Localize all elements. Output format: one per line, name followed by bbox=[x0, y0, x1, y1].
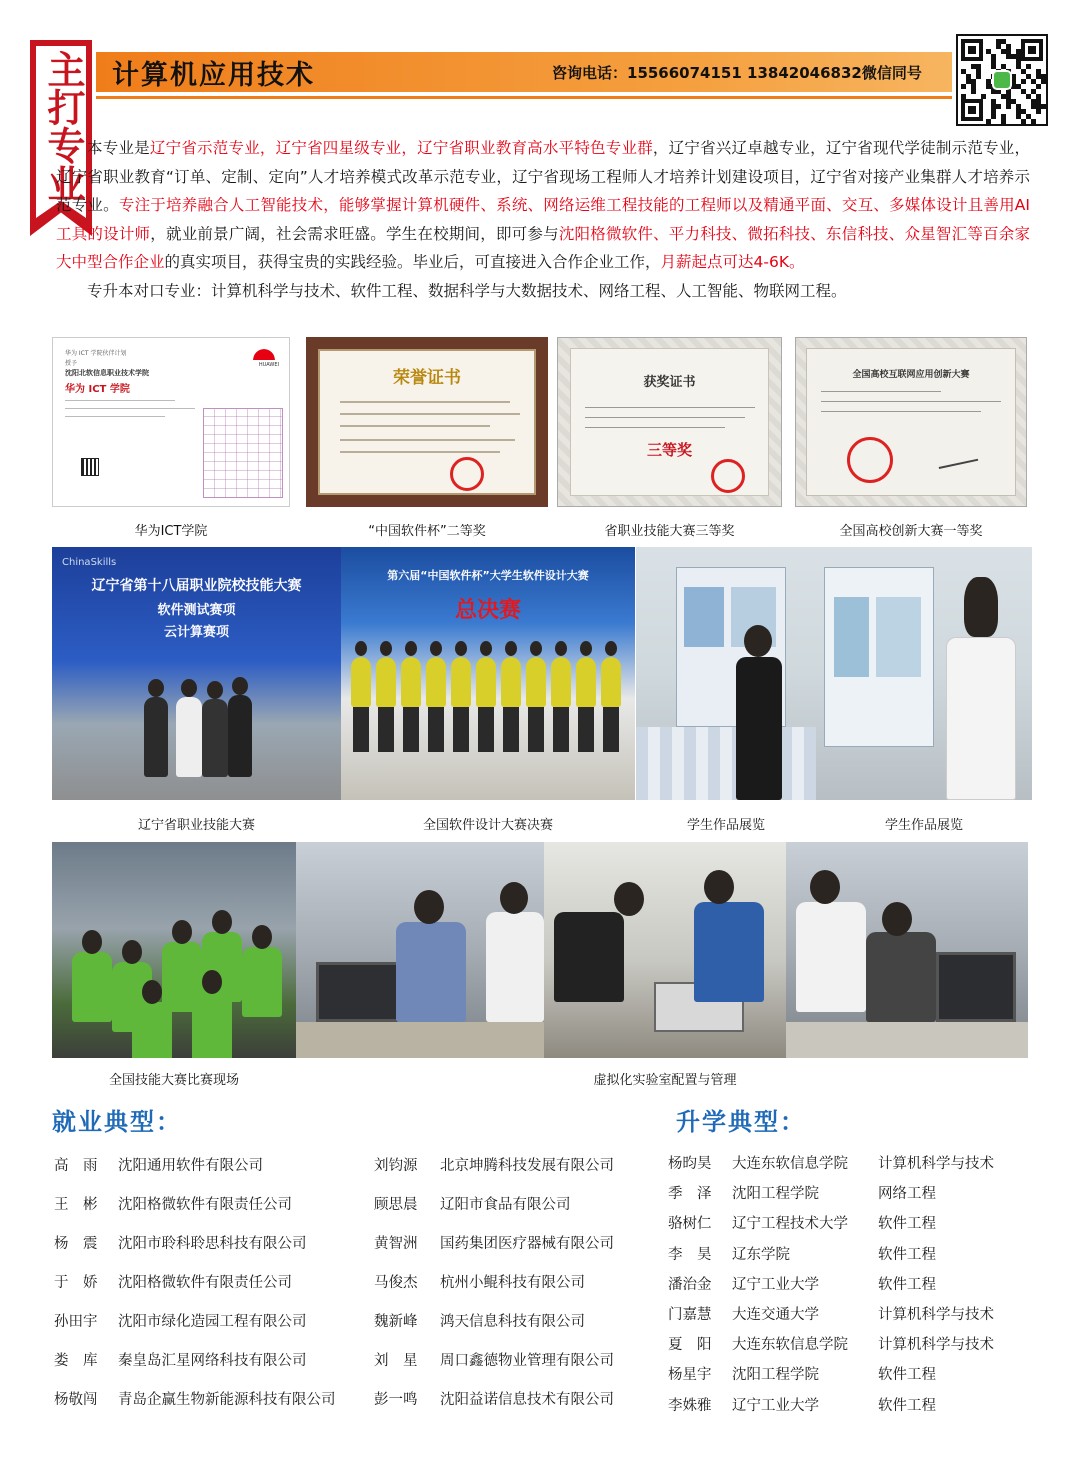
signature-icon bbox=[936, 445, 978, 469]
employer-name: 沈阳格微软件有限责任公司 bbox=[118, 1197, 292, 1213]
head-icon bbox=[614, 882, 644, 916]
qr-module-icon bbox=[1036, 109, 1041, 114]
employer-name: 秦皇岛汇星网络科技有限公司 bbox=[118, 1353, 307, 1369]
poster-panel-icon bbox=[876, 597, 921, 677]
person-legs-icon bbox=[378, 707, 394, 752]
head-icon bbox=[405, 641, 417, 656]
cert-line-icon bbox=[585, 407, 755, 408]
qr-module-icon bbox=[996, 104, 1001, 109]
school-name: 大连东软信息学院 bbox=[732, 1337, 848, 1354]
employee-name: 杨 震 bbox=[54, 1236, 98, 1252]
red-seal-icon bbox=[847, 437, 893, 483]
employer-name: 鸿天信息科技有限公司 bbox=[440, 1314, 585, 1330]
major-name: 软件工程 bbox=[878, 1246, 936, 1263]
qr-module-icon bbox=[986, 119, 991, 124]
head-icon bbox=[455, 641, 467, 656]
student-name: 李姝雅 bbox=[668, 1397, 712, 1414]
photo-national-contest bbox=[52, 842, 296, 1058]
person-legs-icon bbox=[428, 707, 444, 752]
student-name: 骆树仁 bbox=[668, 1216, 712, 1233]
caption: 辽宁省职业技能大赛 bbox=[137, 818, 255, 833]
person-icon bbox=[144, 697, 168, 777]
cert-title: 获奖证书 bbox=[643, 375, 696, 390]
qr-module-icon bbox=[961, 84, 966, 89]
person-icon bbox=[796, 902, 866, 1012]
person-icon bbox=[601, 657, 621, 707]
employer-name: 沈阳市绿化造园工程有限公司 bbox=[118, 1314, 307, 1330]
head-icon bbox=[142, 980, 162, 1004]
employer-name: 杭州小鲲科技有限公司 bbox=[440, 1275, 585, 1291]
person-icon bbox=[554, 912, 624, 1002]
head-icon bbox=[355, 641, 367, 656]
qr-module-icon bbox=[1006, 104, 1011, 109]
major-name: 网络工程 bbox=[878, 1186, 936, 1203]
person-icon bbox=[501, 657, 521, 707]
cert-inner bbox=[318, 349, 536, 495]
cert-line-icon bbox=[340, 413, 520, 415]
employee-name: 黄智洲 bbox=[374, 1236, 418, 1252]
qr-module-icon bbox=[1026, 64, 1031, 69]
qr-module-icon bbox=[976, 74, 981, 79]
student-name: 李 昊 bbox=[668, 1246, 712, 1263]
employer-name: 沈阳市聆科聆思科技有限公司 bbox=[118, 1236, 307, 1252]
cert-title: 全国高校互联网应用创新大赛 bbox=[852, 370, 970, 380]
major-name: 软件工程 bbox=[878, 1216, 936, 1233]
head-icon bbox=[744, 625, 772, 657]
qr-module-icon bbox=[971, 89, 976, 94]
qr-code bbox=[956, 34, 1048, 126]
caption: 全国高校创新大赛一等奖 bbox=[839, 524, 983, 539]
cert-line: 华为 ICT 学院伙伴计划 bbox=[65, 350, 127, 357]
employee-name: 魏新峰 bbox=[374, 1314, 418, 1330]
intro-highlight: 沈阳格微软件、平力科技、微拓科技、东信科技、众星智汇等百余家大中型合作企业 bbox=[56, 224, 1030, 271]
person-legs-icon bbox=[528, 707, 544, 752]
student-name: 杨星宇 bbox=[668, 1367, 712, 1384]
person-legs-icon bbox=[503, 707, 519, 752]
qr-module-icon bbox=[1021, 79, 1026, 84]
photo-student-exhibit-2 bbox=[816, 547, 1032, 800]
banner-line-3: 云计算赛项 bbox=[163, 625, 229, 640]
head-icon bbox=[202, 970, 222, 994]
student-name: 潘治金 bbox=[668, 1276, 712, 1293]
caption: 全国技能大赛比赛现场 bbox=[108, 1073, 239, 1088]
head-icon bbox=[172, 920, 192, 944]
person-icon bbox=[192, 992, 232, 1058]
school-name: 沈阳工程学院 bbox=[732, 1186, 819, 1203]
banner-line-1: 辽宁省第十八届职业院校技能大赛 bbox=[91, 578, 302, 594]
person-legs-icon bbox=[553, 707, 569, 752]
qr-module-icon bbox=[1036, 84, 1041, 89]
poster-panel-icon bbox=[684, 587, 724, 647]
qr-module-icon bbox=[1001, 119, 1006, 124]
school-name: 辽宁工业大学 bbox=[732, 1397, 819, 1414]
intro-highlight: 月薪起点可达4-6K。 bbox=[660, 253, 805, 271]
employee-name: 刘 星 bbox=[374, 1353, 418, 1369]
wechat-logo-icon bbox=[992, 70, 1012, 90]
caption: 华为ICT学院 bbox=[134, 524, 208, 539]
school-name: 沈阳工程学院 bbox=[732, 1367, 819, 1384]
banner-line-2: 软件测试赛项 bbox=[157, 603, 236, 618]
person-icon bbox=[551, 657, 571, 707]
employer-name: 沈阳格微软件有限责任公司 bbox=[118, 1275, 292, 1291]
major-name: 软件工程 bbox=[878, 1276, 936, 1293]
person-legs-icon bbox=[403, 707, 419, 752]
employer-name: 北京坤腾科技发展有限公司 bbox=[440, 1158, 614, 1174]
cert-line-icon bbox=[65, 408, 195, 409]
cert-line-icon bbox=[585, 427, 725, 428]
intro-text-segment: 本专业是 bbox=[87, 139, 150, 157]
intro-text-segment: ，辽宁省兴辽卓越专业，辽宁省现代学徒制示范专业，辽宁省职业教育“订单、定制、定向”人才培养模式改革示范专业，辽宁省现场工程师人才培养计划建设项目，辽宁省对接产业集群人才培养示范专业。 bbox=[56, 139, 1030, 214]
school-name: 辽东学院 bbox=[732, 1246, 790, 1263]
employee-name: 杨敬闯 bbox=[54, 1392, 98, 1408]
employer-name: 青岛企赢生物新能源科技有限公司 bbox=[118, 1392, 336, 1408]
contact-phone: 咨询电话：15566074151 13842046832微信同号 bbox=[552, 64, 922, 82]
caption: 学生作品展览 bbox=[884, 818, 963, 833]
person-icon bbox=[351, 657, 371, 707]
huawei-brand: HUAWEI bbox=[258, 362, 279, 368]
head-icon bbox=[148, 679, 164, 697]
person-icon bbox=[576, 657, 596, 707]
cert-line: 沈阳北软信息职业技术学院 bbox=[65, 369, 149, 377]
red-seal-icon bbox=[450, 457, 484, 491]
huawei-logo-icon bbox=[253, 346, 275, 360]
head-icon bbox=[480, 641, 492, 656]
person-icon bbox=[228, 695, 252, 777]
person-legs-icon bbox=[578, 707, 594, 752]
monitor-icon bbox=[316, 962, 406, 1022]
photo-software-cup-final bbox=[341, 547, 635, 800]
employee-name: 顾思晨 bbox=[374, 1197, 418, 1213]
employer-name: 沈阳益诺信息技术有限公司 bbox=[440, 1392, 614, 1408]
cert-software-cup-image bbox=[306, 337, 548, 507]
cert-line-icon bbox=[65, 416, 165, 417]
qr-finder-icon bbox=[961, 99, 983, 121]
building-sketch-icon bbox=[203, 408, 283, 498]
employer-name: 辽阳市食品有限公司 bbox=[440, 1197, 571, 1213]
ribbon-badge-text: 主打专业 bbox=[41, 50, 86, 202]
head-icon bbox=[232, 677, 248, 695]
intro-paragraph-1 bbox=[56, 134, 1030, 277]
intro-highlight: 辽宁省示范专业，辽宁省四星级专业，辽宁省职业教育高水平特色专业群 bbox=[149, 139, 653, 157]
caption: “中国软件杯”二等奖 bbox=[368, 524, 486, 539]
desk-icon bbox=[786, 1022, 1028, 1058]
qr-finder-icon bbox=[961, 39, 983, 61]
person-icon bbox=[694, 902, 764, 1002]
cert-line-icon bbox=[340, 439, 515, 441]
red-seal-icon bbox=[711, 459, 745, 493]
head-icon bbox=[252, 925, 272, 949]
further-study-title: 升学典型： bbox=[676, 1108, 806, 1136]
cert-line-icon bbox=[585, 417, 745, 418]
employee-name: 高 雨 bbox=[54, 1158, 98, 1174]
head-icon bbox=[704, 870, 734, 904]
student-name: 杨昀昊 bbox=[668, 1156, 712, 1172]
head-icon bbox=[82, 930, 102, 954]
head-icon bbox=[212, 910, 232, 934]
banner-line-1: 第六届“中国软件杯”大学生软件设计大赛 bbox=[387, 569, 589, 582]
student-name: 门嘉慧 bbox=[668, 1307, 712, 1323]
qr-module-icon bbox=[1041, 104, 1046, 109]
intro-text-segment: 的真实项目，获得宝贵的实践经验。毕业后，可直接进入合作企业工作， bbox=[164, 253, 661, 271]
person-icon bbox=[176, 697, 202, 777]
cert-national-image bbox=[795, 337, 1027, 507]
head-icon bbox=[530, 641, 542, 656]
cert-inner bbox=[806, 348, 1016, 496]
person-legs-icon bbox=[453, 707, 469, 752]
employee-name: 马俊杰 bbox=[374, 1275, 418, 1291]
qr-module-icon bbox=[1041, 79, 1046, 84]
head-icon bbox=[605, 641, 617, 656]
major-name: 计算机科学与技术 bbox=[878, 1337, 994, 1354]
head-icon bbox=[882, 902, 912, 936]
intro-paragraph-2: 专升本对口专业：计算机科学与技术、软件工程、数据科学与大数据技术、网络工程、人工智能、物联网工程。 bbox=[87, 281, 847, 300]
person-icon bbox=[426, 657, 446, 707]
cert-line: 授予 bbox=[65, 360, 78, 367]
person-icon bbox=[526, 657, 546, 707]
qr-small-icon bbox=[81, 458, 99, 476]
person-icon bbox=[451, 657, 471, 707]
head-icon bbox=[122, 940, 142, 964]
monitor-icon bbox=[936, 952, 1016, 1022]
photo-lab-3 bbox=[786, 842, 1028, 1058]
head-icon bbox=[181, 679, 197, 697]
caption: 全国软件设计大赛决赛 bbox=[422, 818, 553, 833]
major-name: 计算机科学与技术 bbox=[878, 1307, 994, 1323]
person-icon bbox=[376, 657, 396, 707]
intro-text-segment: ，就业前景广阔，社会需求旺盛。学生在校期间，即可参与 bbox=[150, 224, 559, 243]
major-name: 软件工程 bbox=[878, 1397, 936, 1414]
employment-title: 就业典型： bbox=[52, 1108, 182, 1136]
photo-student-exhibit-1 bbox=[636, 547, 816, 800]
chinaskills-logo: ChinaSkills bbox=[62, 557, 117, 568]
cert-line-icon bbox=[340, 425, 490, 427]
major-name: 软件工程 bbox=[878, 1367, 936, 1384]
head-icon bbox=[810, 870, 840, 904]
school-name: 辽宁工业大学 bbox=[732, 1276, 819, 1293]
person-icon bbox=[242, 947, 282, 1017]
qr-finder-center-icon bbox=[1028, 46, 1036, 54]
employee-name: 娄 库 bbox=[54, 1353, 98, 1369]
head-icon bbox=[207, 681, 223, 699]
head-icon bbox=[500, 882, 528, 914]
qr-finder-center-icon bbox=[968, 46, 976, 54]
employee-name: 刘钧源 bbox=[374, 1158, 418, 1174]
head-icon bbox=[580, 641, 592, 656]
cert-line-icon bbox=[340, 401, 510, 403]
caption: 学生作品展览 bbox=[686, 818, 765, 833]
poster-panel-icon bbox=[834, 597, 869, 677]
cert-title: 华为 ICT 学院 bbox=[65, 384, 130, 395]
cert-huawei-image bbox=[52, 337, 290, 507]
intro-highlight: 专注于培养融合人工智能技术，能够掌握计算机硬件、系统、网络运维工程技能的工程师以及精通平面、交互、多媒体设计且善用AI工具的设计师 bbox=[56, 196, 1030, 243]
cert-provincial-image bbox=[557, 337, 782, 507]
employer-name: 沈阳通用软件有限公司 bbox=[118, 1158, 263, 1174]
person-icon bbox=[202, 699, 228, 777]
table-icon bbox=[636, 727, 816, 800]
school-name: 辽宁工程技术大学 bbox=[732, 1216, 848, 1233]
qr-module-icon bbox=[1021, 119, 1026, 124]
cert-line-icon bbox=[65, 400, 175, 401]
person-icon bbox=[401, 657, 421, 707]
header-underline bbox=[96, 96, 952, 99]
employer-name: 国药集团医疗器械有限公司 bbox=[440, 1236, 614, 1252]
school-name: 大连东软信息学院 bbox=[732, 1156, 848, 1172]
qr-module-icon bbox=[991, 114, 996, 119]
student-name: 季 泽 bbox=[668, 1186, 712, 1203]
person-icon bbox=[132, 1002, 172, 1058]
cert-line-icon bbox=[821, 401, 1001, 402]
cert-inner bbox=[570, 348, 769, 496]
employee-name: 王 彬 bbox=[54, 1197, 98, 1213]
head-icon bbox=[430, 641, 442, 656]
caption: 虚拟化实验室配置与管理 bbox=[593, 1073, 737, 1088]
page-title: 计算机应用技术 bbox=[112, 60, 315, 91]
qr-finder-icon bbox=[1021, 39, 1043, 61]
person-icon bbox=[486, 912, 544, 1022]
head-icon bbox=[505, 641, 517, 656]
employee-name: 彭一鸣 bbox=[374, 1392, 418, 1408]
cert-line-icon bbox=[340, 451, 500, 453]
qr-finder-center-icon bbox=[968, 106, 976, 114]
caption: 省职业技能大赛三等奖 bbox=[604, 524, 735, 539]
person-icon bbox=[396, 922, 466, 1022]
award-level: 三等奖 bbox=[646, 441, 692, 459]
school-name: 大连交通大学 bbox=[732, 1307, 819, 1323]
person-legs-icon bbox=[353, 707, 369, 752]
person-legs-icon bbox=[478, 707, 494, 752]
photo-lab-1 bbox=[296, 842, 544, 1058]
head-icon bbox=[964, 577, 998, 637]
head-icon bbox=[555, 641, 567, 656]
desk-icon bbox=[296, 1022, 544, 1058]
qr-module-icon bbox=[1031, 119, 1036, 124]
intro-text bbox=[56, 134, 1030, 305]
person-icon bbox=[866, 932, 936, 1022]
cert-line-icon bbox=[821, 391, 941, 392]
person-icon bbox=[736, 657, 782, 800]
cert-line-icon bbox=[821, 411, 981, 412]
banner-line-2: 总决赛 bbox=[454, 598, 521, 623]
photo-lab-2 bbox=[544, 842, 786, 1058]
head-icon bbox=[414, 890, 444, 924]
employer-name: 周口鑫德物业管理有限公司 bbox=[440, 1353, 614, 1369]
person-icon bbox=[476, 657, 496, 707]
employee-name: 于 娇 bbox=[54, 1275, 98, 1291]
employee-name: 孙田宇 bbox=[54, 1314, 98, 1330]
person-icon bbox=[946, 637, 1016, 800]
head-icon bbox=[380, 641, 392, 656]
person-icon bbox=[72, 952, 112, 1022]
photo-provincial-contest bbox=[52, 547, 341, 800]
person-legs-icon bbox=[603, 707, 619, 752]
major-name: 计算机科学与技术 bbox=[878, 1156, 994, 1172]
cert-title: 荣誉证书 bbox=[393, 368, 461, 388]
student-name: 夏 阳 bbox=[668, 1337, 712, 1354]
